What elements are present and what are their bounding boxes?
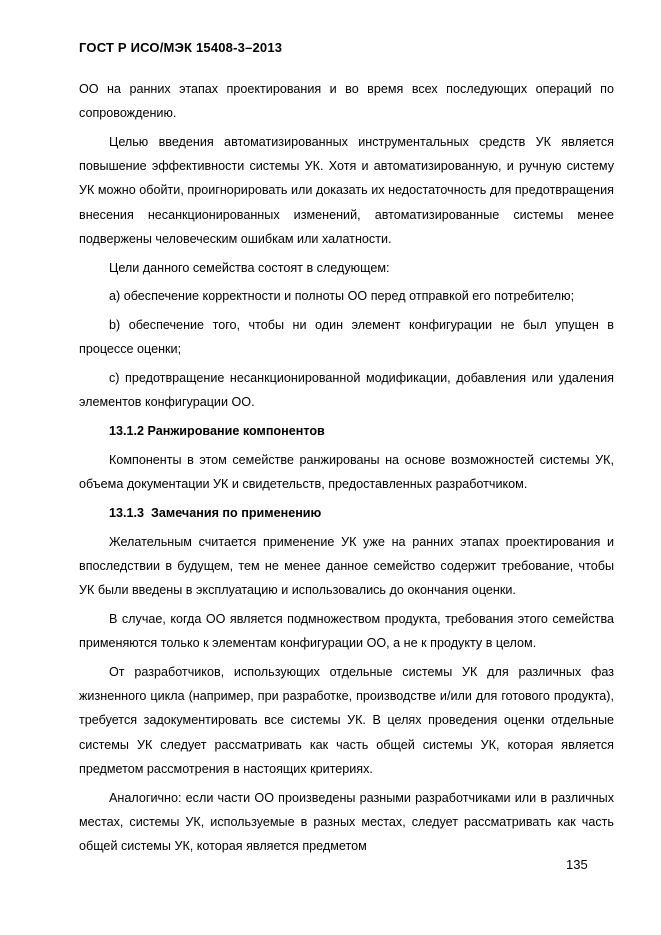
paragraph: В случае, когда ОО является подмножеством продукта, требования этого семейства применяются только к элементам конфигурации ОО, а не к продукту в целом. bbox=[79, 612, 614, 651]
section-number: 13.1.3 bbox=[109, 506, 145, 520]
section-heading: 13.1.2 Ранжирование компонентов bbox=[109, 424, 325, 439]
document-body bbox=[79, 77, 614, 863]
paragraph: Компоненты в этом семействе ранжированы на основе возможностей системы УК, объема документации УК и свидетельств, предоставленных разработчиком. bbox=[79, 453, 614, 492]
section-title: Замечания по применению bbox=[151, 506, 322, 520]
paragraph: Аналогично: если части ОО произведены разными разработчиками или в различных местах, системы УК, используемые в разных местах, следует рассматривать как часть общей системы УК, которая является предметом bbox=[79, 790, 614, 854]
paragraph: Целью введения автоматизированных инструментальных средств УК является повышение эффективности системы УК. Хотя и автоматизированную, и ручную систему УК можно обойти, проигнорировать или доказать их недостаточность для предотвращения внесения несанкционированных изменений, автоматизированные системы менее подвержены человеческим ошибкам или халатности. bbox=[79, 135, 614, 246]
document-header: ГОСТ Р ИСО/МЭК 15408-3–2013 bbox=[79, 40, 283, 55]
paragraph: Желательным считается применение УК уже на ранних этапах проектирования и впоследствии в будущем, тем не менее данное семейство содержит требование, чтобы УК были введены в эксплуатацию и использовались до окончания оценки. bbox=[79, 534, 614, 598]
paragraph: ОО на ранних этапах проектирования и во время всех последующих операций по сопровождению. bbox=[79, 82, 614, 121]
paragraph: От разработчиков, использующих отдельные системы УК для различных фаз жизненного цикла (например, при разработке, производстве и/или для готового продукта), требуется задокументировать все системы УК. В целях проведения оценки отдельные системы УК следует рассматривать как часть общей системы УК, которая является предметом рассмотрения в настоящих критериях. bbox=[79, 665, 614, 776]
list-item-b: b) обеспечение того, чтобы ни один элемент конфигурации не был упущен в процессе оценки; bbox=[79, 318, 614, 357]
list-item-a: a) обеспечение корректности и полноты ОО перед отправкой его потребителю; bbox=[109, 289, 575, 304]
list-item-c: c) предотвращение несанкционированной модификации, добавления или удаления элементов конфигурации ОО. bbox=[79, 371, 614, 410]
page-number: 135 bbox=[566, 857, 588, 872]
section-heading bbox=[109, 501, 614, 525]
paragraph: Цели данного семейства состоят в следующем: bbox=[109, 260, 390, 275]
